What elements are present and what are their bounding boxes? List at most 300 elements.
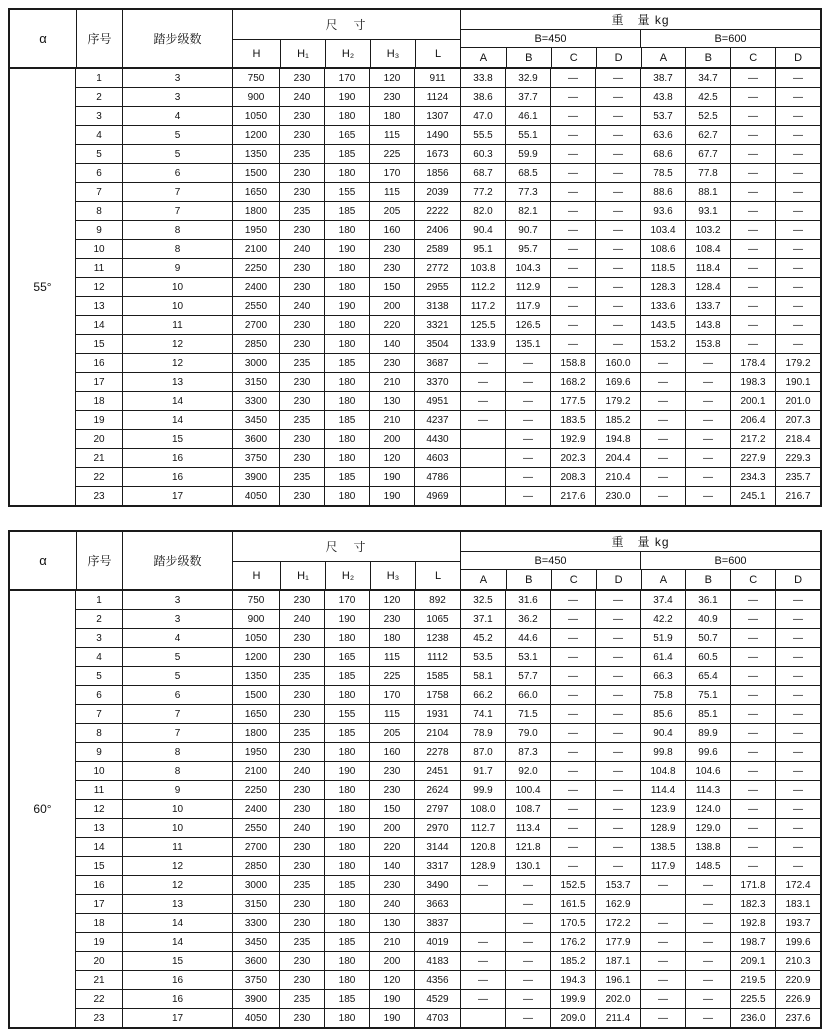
table-row xyxy=(76,372,820,391)
header-col-d600: D xyxy=(775,570,820,589)
cell: 230 xyxy=(279,1009,324,1027)
cell: 12 xyxy=(122,876,232,894)
cell: 5 xyxy=(122,667,232,685)
cell: 2400 xyxy=(232,278,279,296)
cell: 236.0 xyxy=(730,1009,775,1027)
cell: 216.7 xyxy=(775,487,820,505)
cell: — xyxy=(595,648,640,666)
header-dimensions-title: 尺 寸 xyxy=(233,532,460,562)
cell: 192.8 xyxy=(730,914,775,932)
cell: 230 xyxy=(279,895,324,913)
table-row xyxy=(76,467,820,486)
table-row xyxy=(76,989,820,1008)
cell: 66.0 xyxy=(505,686,550,704)
cell: — xyxy=(505,933,550,951)
cell: 235 xyxy=(279,724,324,742)
table-row xyxy=(76,951,820,970)
cell: 17 xyxy=(93,376,105,388)
cell: 211.4 xyxy=(595,1009,640,1027)
table-row xyxy=(76,410,820,429)
cell: 21 xyxy=(93,452,105,464)
cell: 68.6 xyxy=(640,145,685,163)
cell: — xyxy=(550,164,595,182)
cell: 2100 xyxy=(232,762,279,780)
cell: 230 xyxy=(279,278,324,296)
cell: — xyxy=(550,819,595,837)
cell: — xyxy=(550,69,595,87)
cell: 235 xyxy=(279,202,324,220)
cell: 2850 xyxy=(232,335,279,353)
cell: 180 xyxy=(324,857,369,875)
cell: 4786 xyxy=(414,468,460,486)
cell: 115 xyxy=(369,126,414,144)
cell: 130 xyxy=(369,392,414,410)
cell: 10 xyxy=(122,819,232,837)
cell: — xyxy=(685,411,730,429)
cell: 6 xyxy=(96,167,102,179)
cell: 12 xyxy=(122,857,232,875)
cell: 230 xyxy=(279,591,324,609)
cell xyxy=(460,430,505,448)
cell: 180 xyxy=(324,1009,369,1027)
cell: 68.5 xyxy=(505,164,550,182)
cell: — xyxy=(775,800,820,818)
cell: — xyxy=(595,724,640,742)
table-row xyxy=(76,163,820,182)
header-col-b600: B xyxy=(685,48,730,67)
cell: 230 xyxy=(279,781,324,799)
cell: 177.9 xyxy=(595,933,640,951)
cell: 15 xyxy=(93,860,105,872)
cell: 230 xyxy=(369,259,414,277)
cell: 3663 xyxy=(414,895,460,913)
table-row xyxy=(76,818,820,837)
cell: — xyxy=(685,990,730,1008)
cell: 235 xyxy=(279,145,324,163)
cell: — xyxy=(595,781,640,799)
cell: 47.0 xyxy=(460,107,505,125)
cell: 750 xyxy=(232,69,279,87)
cell: 140 xyxy=(369,857,414,875)
cell: 19 xyxy=(93,414,105,426)
header-col-h2: H₂ xyxy=(325,562,370,589)
cell: 185 xyxy=(324,876,369,894)
cell: 112.7 xyxy=(460,819,505,837)
cell: 85.6 xyxy=(640,705,685,723)
header-col-c450: C xyxy=(551,48,596,67)
header-weight-title: 重 量 kg xyxy=(461,532,820,552)
cell: 230 xyxy=(279,705,324,723)
cell: 3138 xyxy=(414,297,460,315)
cell: 120 xyxy=(369,449,414,467)
cell: 92.0 xyxy=(505,762,550,780)
cell: 1650 xyxy=(232,183,279,201)
cell: — xyxy=(685,971,730,989)
cell: — xyxy=(505,971,550,989)
cell: — xyxy=(505,990,550,1008)
cell: 99.6 xyxy=(685,743,730,761)
cell: 2955 xyxy=(414,278,460,296)
cell: 240 xyxy=(279,762,324,780)
cell: 108.6 xyxy=(640,240,685,258)
cell: 57.7 xyxy=(505,667,550,685)
cell: — xyxy=(595,278,640,296)
cell: — xyxy=(730,800,775,818)
table-row xyxy=(76,666,820,685)
header-group-b600: B=600 xyxy=(640,552,820,569)
cell: — xyxy=(775,183,820,201)
cell: 158.8 xyxy=(550,354,595,372)
header-col-a600: A xyxy=(641,570,686,589)
header-col-b450: B xyxy=(506,570,551,589)
cell: 9 xyxy=(96,224,102,236)
cell: 3370 xyxy=(414,373,460,391)
cell: 180 xyxy=(324,221,369,239)
cell: — xyxy=(550,762,595,780)
cell: 63.6 xyxy=(640,126,685,144)
cell: — xyxy=(595,838,640,856)
cell: 180 xyxy=(324,430,369,448)
cell: — xyxy=(505,392,550,410)
cell: 180 xyxy=(324,914,369,932)
cell: 55.1 xyxy=(505,126,550,144)
cell: 230 xyxy=(279,449,324,467)
cell: 185.2 xyxy=(550,952,595,970)
cell: — xyxy=(730,591,775,609)
cell: 2 xyxy=(96,91,102,103)
cell: 38.6 xyxy=(460,88,505,106)
cell: 235 xyxy=(279,411,324,429)
cell: 10 xyxy=(122,278,232,296)
cell: 99.8 xyxy=(640,743,685,761)
cell: 3504 xyxy=(414,335,460,353)
cell: 3321 xyxy=(414,316,460,334)
cell: 185 xyxy=(324,202,369,220)
cell: — xyxy=(505,895,550,913)
cell: 100.4 xyxy=(505,781,550,799)
cell: 6 xyxy=(96,689,102,701)
table-row xyxy=(76,296,820,315)
cell: 9 xyxy=(96,746,102,758)
cell: 3 xyxy=(96,110,102,122)
cell: — xyxy=(505,373,550,391)
cell: 37.1 xyxy=(460,610,505,628)
header-steps: 踏步级数 xyxy=(122,10,232,67)
cell: 88.1 xyxy=(685,183,730,201)
cell: 126.5 xyxy=(505,316,550,334)
cell: 11 xyxy=(122,838,232,856)
table-row xyxy=(76,201,820,220)
cell: — xyxy=(550,705,595,723)
cell: 5 xyxy=(96,670,102,682)
cell: 1350 xyxy=(232,667,279,685)
cell: 9 xyxy=(122,781,232,799)
table-row xyxy=(76,742,820,761)
cell: 16 xyxy=(93,879,105,891)
cell: — xyxy=(505,411,550,429)
cell: 230 xyxy=(279,800,324,818)
cell: 103.8 xyxy=(460,259,505,277)
cell: 12 xyxy=(122,335,232,353)
header-group-b450: B=450 xyxy=(534,32,567,45)
cell: 180 xyxy=(324,952,369,970)
cell: — xyxy=(775,648,820,666)
cell: 123.9 xyxy=(640,800,685,818)
cell: 208.3 xyxy=(550,468,595,486)
cell: 245.1 xyxy=(730,487,775,505)
cell: 225 xyxy=(369,145,414,163)
cell: 7 xyxy=(122,705,232,723)
cell: — xyxy=(505,430,550,448)
table-row xyxy=(76,856,820,875)
cell: 95.7 xyxy=(505,240,550,258)
cell: 194.8 xyxy=(595,430,640,448)
cell xyxy=(460,895,505,913)
cell: 230 xyxy=(279,107,324,125)
cell: 194.3 xyxy=(550,971,595,989)
cell: — xyxy=(775,762,820,780)
cell: 179.2 xyxy=(595,392,640,410)
cell: 10 xyxy=(93,765,105,777)
cell: 2406 xyxy=(414,221,460,239)
cell: — xyxy=(640,914,685,932)
cell: 2970 xyxy=(414,819,460,837)
cell: — xyxy=(460,933,505,951)
cell: 1950 xyxy=(232,743,279,761)
cell: — xyxy=(730,278,775,296)
cell: 180 xyxy=(324,487,369,505)
cell: — xyxy=(685,354,730,372)
cell: 5 xyxy=(96,148,102,160)
header-dimension-columns xyxy=(233,40,460,67)
header-col-a450: A xyxy=(479,573,488,586)
cell: 153.2 xyxy=(640,335,685,353)
cell: 12 xyxy=(93,803,105,815)
cell: — xyxy=(730,838,775,856)
cell: — xyxy=(460,373,505,391)
cell: 1124 xyxy=(414,88,460,106)
cell: 3 xyxy=(122,69,232,87)
cell: 1856 xyxy=(414,164,460,182)
cell: 220.9 xyxy=(775,971,820,989)
cell: 112.2 xyxy=(460,278,505,296)
cell: 179.2 xyxy=(775,354,820,372)
cell: 140 xyxy=(369,335,414,353)
cell: 1650 xyxy=(232,705,279,723)
cell: — xyxy=(550,610,595,628)
cell: — xyxy=(550,278,595,296)
cell: 3317 xyxy=(414,857,460,875)
cell: 4 xyxy=(122,107,232,125)
table-row xyxy=(76,69,820,87)
header-steps: 踏步级数 xyxy=(122,532,232,589)
cell: 210.3 xyxy=(775,952,820,970)
cell: 155 xyxy=(324,183,369,201)
cell: 180 xyxy=(324,971,369,989)
cell: 3300 xyxy=(232,914,279,932)
cell: 66.3 xyxy=(640,667,685,685)
cell: 185 xyxy=(324,667,369,685)
cell: 17 xyxy=(93,898,105,910)
cell: 36.1 xyxy=(685,591,730,609)
cell: 3900 xyxy=(232,468,279,486)
table-row xyxy=(76,591,820,609)
cell: — xyxy=(730,221,775,239)
cell: — xyxy=(685,952,730,970)
cell: 230 xyxy=(279,914,324,932)
cell: 14 xyxy=(122,411,232,429)
cell: — xyxy=(595,107,640,125)
cell: — xyxy=(730,686,775,704)
cell: 95.1 xyxy=(460,240,505,258)
cell: — xyxy=(730,762,775,780)
cell: 185 xyxy=(324,145,369,163)
cell: 190 xyxy=(369,468,414,486)
cell: — xyxy=(730,145,775,163)
cell: 12 xyxy=(122,354,232,372)
cell: 103.2 xyxy=(685,221,730,239)
cell: — xyxy=(550,743,595,761)
cell: 79.0 xyxy=(505,724,550,742)
cell: 190 xyxy=(324,610,369,628)
cell: — xyxy=(595,221,640,239)
cell: — xyxy=(595,240,640,258)
cell: — xyxy=(685,876,730,894)
cell: 170 xyxy=(324,69,369,87)
cell: — xyxy=(550,724,595,742)
cell: 235 xyxy=(279,876,324,894)
cell: 118.5 xyxy=(640,259,685,277)
cell: — xyxy=(505,914,550,932)
cell xyxy=(640,895,685,913)
cell: 3300 xyxy=(232,392,279,410)
cell: 153.7 xyxy=(595,876,640,894)
cell: — xyxy=(685,933,730,951)
cell: 8 xyxy=(122,221,232,239)
cell: 180 xyxy=(324,164,369,182)
cell: 78.5 xyxy=(640,164,685,182)
header-col-b450: B xyxy=(506,48,551,67)
cell: — xyxy=(685,449,730,467)
cell: 230 xyxy=(279,648,324,666)
cell: 68.7 xyxy=(460,164,505,182)
cell: — xyxy=(730,297,775,315)
header-col-c600: C xyxy=(730,48,775,67)
cell: — xyxy=(595,202,640,220)
cell: 1065 xyxy=(414,610,460,628)
cell: 1307 xyxy=(414,107,460,125)
cell: 185 xyxy=(324,468,369,486)
cell: 185 xyxy=(324,990,369,1008)
header-seq: 序号 xyxy=(76,532,122,589)
cell: 59.9 xyxy=(505,145,550,163)
cell: — xyxy=(640,392,685,410)
cell: — xyxy=(640,487,685,505)
cell: 7 xyxy=(96,708,102,720)
cell: 177.5 xyxy=(550,392,595,410)
cell: 165 xyxy=(324,648,369,666)
cell xyxy=(460,449,505,467)
cell: — xyxy=(775,240,820,258)
cell: — xyxy=(685,373,730,391)
cell: 2400 xyxy=(232,800,279,818)
cell: — xyxy=(730,743,775,761)
cell: 201.0 xyxy=(775,392,820,410)
cell: 750 xyxy=(232,591,279,609)
cell: 235 xyxy=(279,990,324,1008)
header-seq: 序号 xyxy=(76,10,122,67)
cell: — xyxy=(550,838,595,856)
cell: — xyxy=(550,648,595,666)
cell: 190.1 xyxy=(775,373,820,391)
header-weight-subgroups xyxy=(461,30,820,48)
cell: — xyxy=(595,591,640,609)
cell: — xyxy=(730,781,775,799)
cell: 180 xyxy=(324,335,369,353)
cell: 230 xyxy=(279,69,324,87)
cell: 15 xyxy=(122,952,232,970)
cell: 128.4 xyxy=(685,278,730,296)
header-col-d450: D xyxy=(596,570,641,589)
cell: 153.8 xyxy=(685,335,730,353)
cell: — xyxy=(730,819,775,837)
cell: — xyxy=(595,145,640,163)
cell: 128.3 xyxy=(640,278,685,296)
header-dimensions-group xyxy=(232,532,460,589)
cell: 8 xyxy=(96,727,102,739)
cell: 114.3 xyxy=(685,781,730,799)
cell: — xyxy=(640,430,685,448)
cell: 4183 xyxy=(414,952,460,970)
cell: 11 xyxy=(122,316,232,334)
cell: 230 xyxy=(279,221,324,239)
cell: 178.4 xyxy=(730,354,775,372)
cell: 1238 xyxy=(414,629,460,647)
header-group-b450: B=450 xyxy=(534,554,567,567)
cell: 10 xyxy=(93,243,105,255)
cell: — xyxy=(595,164,640,182)
cell: 237.6 xyxy=(775,1009,820,1027)
cell: 230 xyxy=(279,259,324,277)
cell: 148.5 xyxy=(685,857,730,875)
table-row xyxy=(76,799,820,818)
cell: 42.5 xyxy=(685,88,730,106)
cell: 3000 xyxy=(232,354,279,372)
cell: 2250 xyxy=(232,781,279,799)
cell: 7 xyxy=(122,183,232,201)
cell: — xyxy=(595,743,640,761)
cell: 207.3 xyxy=(775,411,820,429)
cell: — xyxy=(550,145,595,163)
cell: 220 xyxy=(369,316,414,334)
cell: — xyxy=(640,876,685,894)
cell: 104.8 xyxy=(640,762,685,780)
cell: — xyxy=(775,126,820,144)
cell: 108.4 xyxy=(685,240,730,258)
cell: 217.6 xyxy=(550,487,595,505)
cell: 235 xyxy=(279,354,324,372)
cell: 77.8 xyxy=(685,164,730,182)
cell: — xyxy=(775,164,820,182)
table-row xyxy=(76,875,820,894)
cell: 240 xyxy=(279,819,324,837)
cell: — xyxy=(775,667,820,685)
table-row xyxy=(76,628,820,647)
cell: — xyxy=(775,221,820,239)
cell: 104.3 xyxy=(505,259,550,277)
cell: — xyxy=(775,857,820,875)
cell: 209.0 xyxy=(550,1009,595,1027)
